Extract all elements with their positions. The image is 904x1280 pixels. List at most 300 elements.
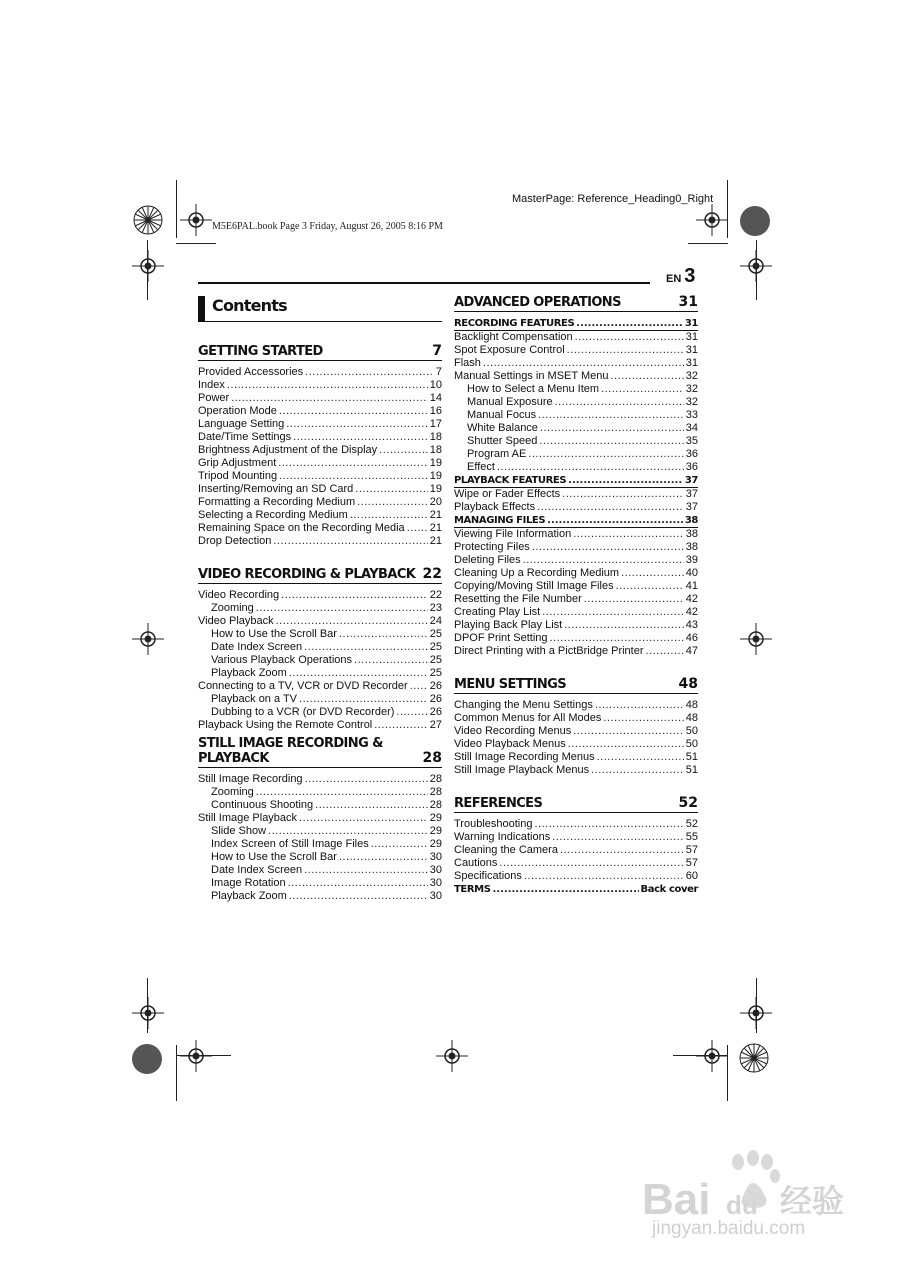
toc-entry[interactable] xyxy=(198,470,442,483)
toc-entry-title: DPOF Print Setting xyxy=(454,632,548,644)
toc-entry-title: Index xyxy=(198,379,225,391)
registration-gray-icon xyxy=(740,206,770,236)
toc-entry-title: Selecting a Recording Medium xyxy=(198,509,348,521)
toc-entry-page: 29 xyxy=(429,825,442,837)
watermark-logo-text: Bai xyxy=(642,1175,711,1224)
toc-entry-title: PLAYBACK FEATURES xyxy=(454,475,567,486)
toc-entry-page: 22 xyxy=(429,589,442,601)
toc-entry-title: Brightness Adjustment of the Display xyxy=(198,444,378,456)
toc-entry-title: Troubleshooting xyxy=(454,818,533,830)
toc-entry-title: Operation Mode xyxy=(198,405,277,417)
toc-entry-page: 26 xyxy=(429,680,442,692)
dot-leader xyxy=(573,528,684,541)
toc-entry[interactable] xyxy=(454,645,698,658)
watermark-url: jingyan.baidu.com xyxy=(652,1218,806,1239)
toc-entry-page: 21 xyxy=(429,535,442,547)
toc-entry-page: 29 xyxy=(429,838,442,850)
section-heading-title: GETTING STARTED xyxy=(198,344,323,359)
toc-entry[interactable] xyxy=(198,864,442,877)
toc-entry[interactable] xyxy=(454,344,698,357)
dot-leader xyxy=(646,645,684,658)
dot-leader xyxy=(524,870,684,883)
toc-entry-title: Zooming xyxy=(211,786,254,798)
dot-leader xyxy=(278,457,427,470)
toc-entry-page: 30 xyxy=(429,864,442,876)
baidu-watermark xyxy=(640,1150,880,1270)
toc-entry-title: Effect xyxy=(467,461,495,473)
dot-leader xyxy=(410,680,428,693)
registration-star-icon xyxy=(738,1042,770,1074)
dot-leader xyxy=(542,606,684,619)
dot-leader xyxy=(560,844,684,857)
toc-entry-title: White Balance xyxy=(467,422,538,434)
toc-entry[interactable] xyxy=(454,461,698,474)
toc-entry[interactable] xyxy=(198,680,442,693)
toc-entry-title: Still Image Recording Menus xyxy=(454,751,595,763)
toc-entry-page: 37 xyxy=(685,488,698,500)
toc-entry[interactable] xyxy=(454,764,698,777)
toc-entry[interactable] xyxy=(198,379,442,392)
toc-entry[interactable] xyxy=(198,825,442,838)
toc-entry-page: 26 xyxy=(429,706,442,718)
toc-entry-title: Playback Effects xyxy=(454,501,536,513)
dot-leader xyxy=(584,593,684,606)
dot-leader xyxy=(268,825,428,838)
toc-entry[interactable] xyxy=(198,812,442,825)
toc-entry-page: 38 xyxy=(684,515,698,526)
section-heading[interactable] xyxy=(198,736,442,768)
toc-entry-page: 32 xyxy=(685,383,698,395)
dot-leader xyxy=(407,522,428,535)
toc-entry-page: 35 xyxy=(685,435,698,447)
toc-entry-page: 30 xyxy=(429,890,442,902)
toc-entry-page: 60 xyxy=(685,870,698,882)
toc-entry-title: Zooming xyxy=(211,602,254,614)
dot-leader xyxy=(315,799,428,812)
section-heading-page: 48 xyxy=(678,676,698,692)
toc-entry[interactable] xyxy=(198,392,442,405)
toc-entry[interactable] xyxy=(454,580,698,593)
crosshair-icon xyxy=(180,1040,212,1072)
dot-leader xyxy=(534,818,683,831)
toc-entry[interactable] xyxy=(454,409,698,422)
toc-entry[interactable] xyxy=(454,567,698,580)
toc-entry-title: Drop Detection xyxy=(198,535,272,547)
dot-leader xyxy=(231,392,428,405)
toc-entry-page: 19 xyxy=(429,483,442,495)
section-heading[interactable] xyxy=(198,562,442,584)
toc-entry-title: Inserting/Removing an SD Card xyxy=(198,483,354,495)
toc-entry-page: 46 xyxy=(685,632,698,644)
toc-entry-title: Date Index Screen xyxy=(211,641,303,653)
toc-entry[interactable] xyxy=(198,838,442,851)
toc-entry-title: Connecting to a TV, VCR or DVD Recorder xyxy=(198,680,408,692)
toc-entry-page: 51 xyxy=(685,751,698,763)
toc-entry[interactable] xyxy=(198,890,442,903)
toc-entry[interactable] xyxy=(198,786,442,799)
toc-entry-page: 17 xyxy=(429,418,442,430)
toc-entry[interactable] xyxy=(454,357,698,370)
toc-entry[interactable] xyxy=(454,818,698,831)
toc-entry[interactable] xyxy=(198,589,442,602)
toc-entry-title: How to Select a Menu Item xyxy=(467,383,600,395)
dot-leader xyxy=(371,838,428,851)
toc-entry-title: Dubbing to a VCR (or DVD Recorder) xyxy=(211,706,395,718)
toc-section xyxy=(198,736,442,903)
toc-entry-title: Manual Settings in MSET Menu xyxy=(454,370,609,382)
toc-entry-page: 30 xyxy=(429,851,442,863)
header-rule xyxy=(198,282,650,284)
crosshair-icon xyxy=(132,997,164,1029)
toc-entry-page: 19 xyxy=(429,457,442,469)
toc-entry[interactable] xyxy=(454,857,698,870)
toc-entry-title: Playback on a TV xyxy=(211,693,298,705)
toc-subheading[interactable] xyxy=(454,317,698,331)
toc-entry-page: 21 xyxy=(429,522,442,534)
toc-entry[interactable] xyxy=(454,593,698,606)
toc-entry-title: Wipe or Fader Effects xyxy=(454,488,561,500)
toc-entry-page: 25 xyxy=(429,628,442,640)
section-heading[interactable] xyxy=(454,290,698,312)
toc-entry-title: Video Playback Menus xyxy=(454,738,566,750)
toc-entry-title: Playback Zoom xyxy=(211,890,287,902)
svg-text:du: du xyxy=(726,1190,758,1220)
toc-section xyxy=(454,672,698,777)
dot-leader xyxy=(568,474,683,487)
toc-entry-title: Viewing File Information xyxy=(454,528,572,540)
toc-entry-page: 21 xyxy=(429,509,442,521)
dot-leader xyxy=(591,764,684,777)
toc-entry-title: Copying/Moving Still Image Files xyxy=(454,580,614,592)
contents-title-bar xyxy=(198,296,205,322)
toc-entry[interactable] xyxy=(198,654,442,667)
toc-entry[interactable] xyxy=(454,488,698,501)
toc-entry-title: RECORDING FEATURES xyxy=(454,318,575,329)
toc-entry-page: 27 xyxy=(429,719,442,731)
toc-entry-title: Video Recording xyxy=(198,589,280,601)
toc-entry[interactable] xyxy=(454,554,698,567)
dot-leader xyxy=(355,483,427,496)
toc-entry-title: Language Setting xyxy=(198,418,285,430)
crosshair-icon xyxy=(740,250,772,282)
toc-entry-page: 25 xyxy=(429,654,442,666)
toc-entry-page: 16 xyxy=(429,405,442,417)
dot-leader xyxy=(575,331,684,344)
toc-entry-title: Direct Printing with a PictBridge Printer xyxy=(454,645,644,657)
toc-entry-title: Playing Back Play List xyxy=(454,619,563,631)
crop-line xyxy=(688,243,728,244)
toc-entry-title: Deleting Files xyxy=(454,554,521,566)
toc-entry[interactable] xyxy=(454,396,698,409)
toc-entry-title: Resetting the File Number xyxy=(454,593,582,605)
toc-entry-title: Still Image Playback Menus xyxy=(454,764,590,776)
page-number xyxy=(666,265,695,288)
toc-entry-page: 43 xyxy=(685,619,698,631)
toc-section xyxy=(198,339,442,548)
toc-entry-page: 37 xyxy=(685,501,698,513)
toc-entry-title: Date/Time Settings xyxy=(198,431,292,443)
toc-entry[interactable] xyxy=(454,331,698,344)
toc-entry-title: Flash xyxy=(454,357,481,369)
toc-entry-page: 32 xyxy=(685,370,698,382)
dot-leader xyxy=(547,514,683,527)
toc-entry-page: 31 xyxy=(685,344,698,356)
toc-entry-page: Back cover xyxy=(640,884,698,895)
toc-entry-page: 31 xyxy=(685,357,698,369)
baidu-paw-logo-icon xyxy=(640,1150,880,1270)
page-number-value: 3 xyxy=(684,265,696,287)
toc-entry[interactable] xyxy=(198,535,442,548)
toc-entry[interactable] xyxy=(198,641,442,654)
toc-entry-title: How to Use the Scroll Bar xyxy=(211,628,337,640)
toc-section xyxy=(454,791,698,896)
contents-title: Contents xyxy=(212,296,287,315)
toc-entry[interactable] xyxy=(198,366,442,379)
dot-leader xyxy=(286,418,428,431)
toc-entry-page: 38 xyxy=(685,528,698,540)
toc-entry-page: 31 xyxy=(684,318,698,329)
dot-leader xyxy=(305,773,428,786)
toc-entry-title: Formatting a Recording Medium xyxy=(198,496,356,508)
dot-leader xyxy=(304,864,428,877)
crosshair-icon xyxy=(740,997,772,1029)
toc-entry-page: 48 xyxy=(685,699,698,711)
dot-leader xyxy=(597,751,684,764)
crosshair-icon xyxy=(132,623,164,655)
toc-entry[interactable] xyxy=(454,383,698,396)
dot-leader xyxy=(483,357,684,370)
dot-leader xyxy=(595,699,684,712)
dot-leader xyxy=(537,501,684,514)
toc-entry[interactable] xyxy=(454,501,698,514)
toc-entry[interactable] xyxy=(454,370,698,383)
toc-entry[interactable] xyxy=(198,667,442,680)
dot-leader xyxy=(357,496,428,509)
toc-entry-page: 42 xyxy=(685,606,698,618)
toc-entry[interactable] xyxy=(454,738,698,751)
toc-entry-page: 37 xyxy=(684,475,698,486)
toc-entry-title: Power xyxy=(198,392,230,404)
toc-entry-title: MANAGING FILES xyxy=(454,515,546,526)
crop-line xyxy=(176,243,216,244)
crosshair-icon xyxy=(132,250,164,282)
contents-title-rule xyxy=(198,321,442,322)
toc-left-column xyxy=(198,339,442,917)
toc-entry[interactable] xyxy=(454,831,698,844)
toc-right-column xyxy=(454,290,698,910)
toc-entry-title: Changing the Menu Settings xyxy=(454,699,593,711)
toc-entry[interactable] xyxy=(198,509,442,522)
dot-leader xyxy=(256,602,428,615)
toc-entry[interactable] xyxy=(198,496,442,509)
language-code: EN xyxy=(666,273,682,285)
master-page-label: MasterPage: Reference_Heading0_Right xyxy=(512,193,714,205)
dot-leader xyxy=(227,379,428,392)
toc-entry[interactable] xyxy=(198,628,442,641)
toc-entry[interactable] xyxy=(454,870,698,883)
toc-entry-title: Manual Exposure xyxy=(467,396,553,408)
section-heading[interactable] xyxy=(198,339,442,361)
section-heading-title: REFERENCES xyxy=(454,796,543,811)
toc-entry-title: Specifications xyxy=(454,870,522,882)
dot-leader xyxy=(601,383,684,396)
toc-entry-page: 10 xyxy=(429,379,442,391)
crosshair-icon xyxy=(740,623,772,655)
toc-entry-page: 57 xyxy=(685,857,698,869)
toc-entry-page: 29 xyxy=(429,812,442,824)
section-heading[interactable] xyxy=(454,791,698,813)
toc-entry-title: Shutter Speed xyxy=(467,435,538,447)
toc-entry-title: Date Index Screen xyxy=(211,864,303,876)
toc-entry-title: Spot Exposure Control xyxy=(454,344,565,356)
toc-entry-page: 24 xyxy=(429,615,442,627)
dot-leader xyxy=(568,738,684,751)
toc-entry[interactable] xyxy=(454,541,698,554)
toc-entry-title: Index Screen of Still Image Files xyxy=(211,838,369,850)
section-heading-title: ADVANCED OPERATIONS xyxy=(454,295,621,310)
section-heading-page: 52 xyxy=(678,795,698,811)
toc-entry[interactable] xyxy=(198,431,442,444)
crosshair-icon xyxy=(696,1040,728,1072)
toc-entry-page: 47 xyxy=(685,645,698,657)
toc-entry-title: Cleaning the Camera xyxy=(454,844,558,856)
toc-entry[interactable] xyxy=(454,632,698,645)
toc-entry-title: Slide Show xyxy=(211,825,267,837)
registration-gray-icon xyxy=(132,1044,162,1074)
toc-entry[interactable] xyxy=(198,706,442,719)
toc-entry[interactable] xyxy=(454,528,698,541)
toc-entry-title: Still Image Playback xyxy=(198,812,298,824)
toc-entry[interactable] xyxy=(198,851,442,864)
toc-entry-title: Image Rotation xyxy=(211,877,286,889)
dot-leader xyxy=(299,812,428,825)
dot-leader xyxy=(550,632,684,645)
section-heading-title: VIDEO RECORDING & PLAYBACK xyxy=(198,567,416,582)
toc-entry-page: 57 xyxy=(685,844,698,856)
toc-entry-page: 50 xyxy=(685,738,698,750)
dot-leader xyxy=(256,786,428,799)
toc-entry[interactable] xyxy=(198,483,442,496)
dot-leader xyxy=(555,396,684,409)
toc-entry[interactable] xyxy=(454,751,698,764)
dot-leader xyxy=(354,654,428,667)
crosshair-icon xyxy=(180,204,212,236)
dot-leader xyxy=(350,509,428,522)
toc-entry-page: 36 xyxy=(685,461,698,473)
section-heading-page: 28 xyxy=(422,750,442,766)
toc-entry[interactable] xyxy=(198,405,442,418)
toc-entry-title: Still Image Recording xyxy=(198,773,303,785)
dot-leader xyxy=(305,366,434,379)
toc-entry[interactable] xyxy=(198,773,442,786)
toc-entry[interactable] xyxy=(198,615,442,628)
toc-entry[interactable] xyxy=(198,719,442,732)
toc-entry[interactable] xyxy=(454,422,698,435)
toc-entry[interactable] xyxy=(454,844,698,857)
dot-leader xyxy=(523,554,684,567)
dot-leader xyxy=(339,628,428,641)
toc-entry-title: Tripod Mounting xyxy=(198,470,278,482)
toc-entry-title: Various Playback Operations xyxy=(211,654,353,666)
dot-leader xyxy=(339,851,428,864)
section-heading-title: MENU SETTINGS xyxy=(454,677,567,692)
toc-entry[interactable] xyxy=(198,522,442,535)
toc-entry-title: Common Menus for All Modes xyxy=(454,712,602,724)
toc-entry-page: 34 xyxy=(685,422,698,434)
dot-leader xyxy=(374,719,428,732)
dot-leader xyxy=(493,883,639,896)
toc-entry-page: 51 xyxy=(685,764,698,776)
toc-entry-page: 33 xyxy=(685,409,698,421)
dot-leader xyxy=(273,535,427,548)
toc-entry[interactable] xyxy=(198,877,442,890)
toc-entry-page: 50 xyxy=(685,725,698,737)
dot-leader xyxy=(293,431,428,444)
toc-entry[interactable] xyxy=(454,448,698,461)
dot-leader xyxy=(552,831,684,844)
dot-leader xyxy=(539,435,683,448)
toc-entry[interactable] xyxy=(198,444,442,457)
toc-entry-page: 38 xyxy=(685,541,698,553)
dot-leader xyxy=(497,461,684,474)
toc-entry[interactable] xyxy=(454,699,698,712)
toc-entry-title: Cautions xyxy=(454,857,498,869)
dot-leader xyxy=(279,470,428,483)
toc-entry-title: Cleaning Up a Recording Medium xyxy=(454,567,620,579)
toc-entry-page: 42 xyxy=(685,593,698,605)
crosshair-icon xyxy=(696,204,728,236)
toc-entry[interactable] xyxy=(454,712,698,725)
toc-entry-page: 26 xyxy=(429,693,442,705)
toc-entry[interactable] xyxy=(454,435,698,448)
toc-entry[interactable] xyxy=(198,693,442,706)
toc-entry-page: 48 xyxy=(685,712,698,724)
toc-subheading[interactable] xyxy=(454,474,698,488)
toc-subheading[interactable] xyxy=(454,514,698,528)
dot-leader xyxy=(532,541,684,554)
crop-line xyxy=(176,180,177,238)
toc-entry-page: 52 xyxy=(685,818,698,830)
toc-entry-page: 32 xyxy=(685,396,698,408)
section-heading[interactable] xyxy=(454,672,698,694)
toc-entry[interactable] xyxy=(198,799,442,812)
section-heading-page: 22 xyxy=(422,566,442,582)
toc-entry-title: Program AE xyxy=(467,448,527,460)
toc-subheading[interactable] xyxy=(454,883,698,896)
toc-entry-title: Provided Accessories xyxy=(198,366,304,378)
dot-leader xyxy=(567,344,684,357)
toc-entry[interactable] xyxy=(198,418,442,431)
toc-entry[interactable] xyxy=(198,457,442,470)
toc-entry-page: 23 xyxy=(429,602,442,614)
toc-entry-title: Playback Zoom xyxy=(211,667,287,679)
toc-entry-page: 41 xyxy=(685,580,698,592)
toc-entry-page: 18 xyxy=(429,444,442,456)
toc-entry[interactable] xyxy=(454,606,698,619)
dot-leader xyxy=(276,615,428,628)
toc-entry[interactable] xyxy=(198,602,442,615)
toc-entry-page: 40 xyxy=(685,567,698,579)
toc-entry-title: Playback Using the Remote Control xyxy=(198,719,373,731)
toc-entry-title: Remaining Space on the Recording Media xyxy=(198,522,405,534)
toc-entry[interactable] xyxy=(454,619,698,632)
dot-leader xyxy=(621,567,684,580)
toc-section xyxy=(198,562,442,732)
toc-entry[interactable] xyxy=(454,725,698,738)
toc-entry-title: How to Use the Scroll Bar xyxy=(211,851,337,863)
toc-entry-page: 7 xyxy=(435,366,442,378)
dot-leader xyxy=(299,693,428,706)
